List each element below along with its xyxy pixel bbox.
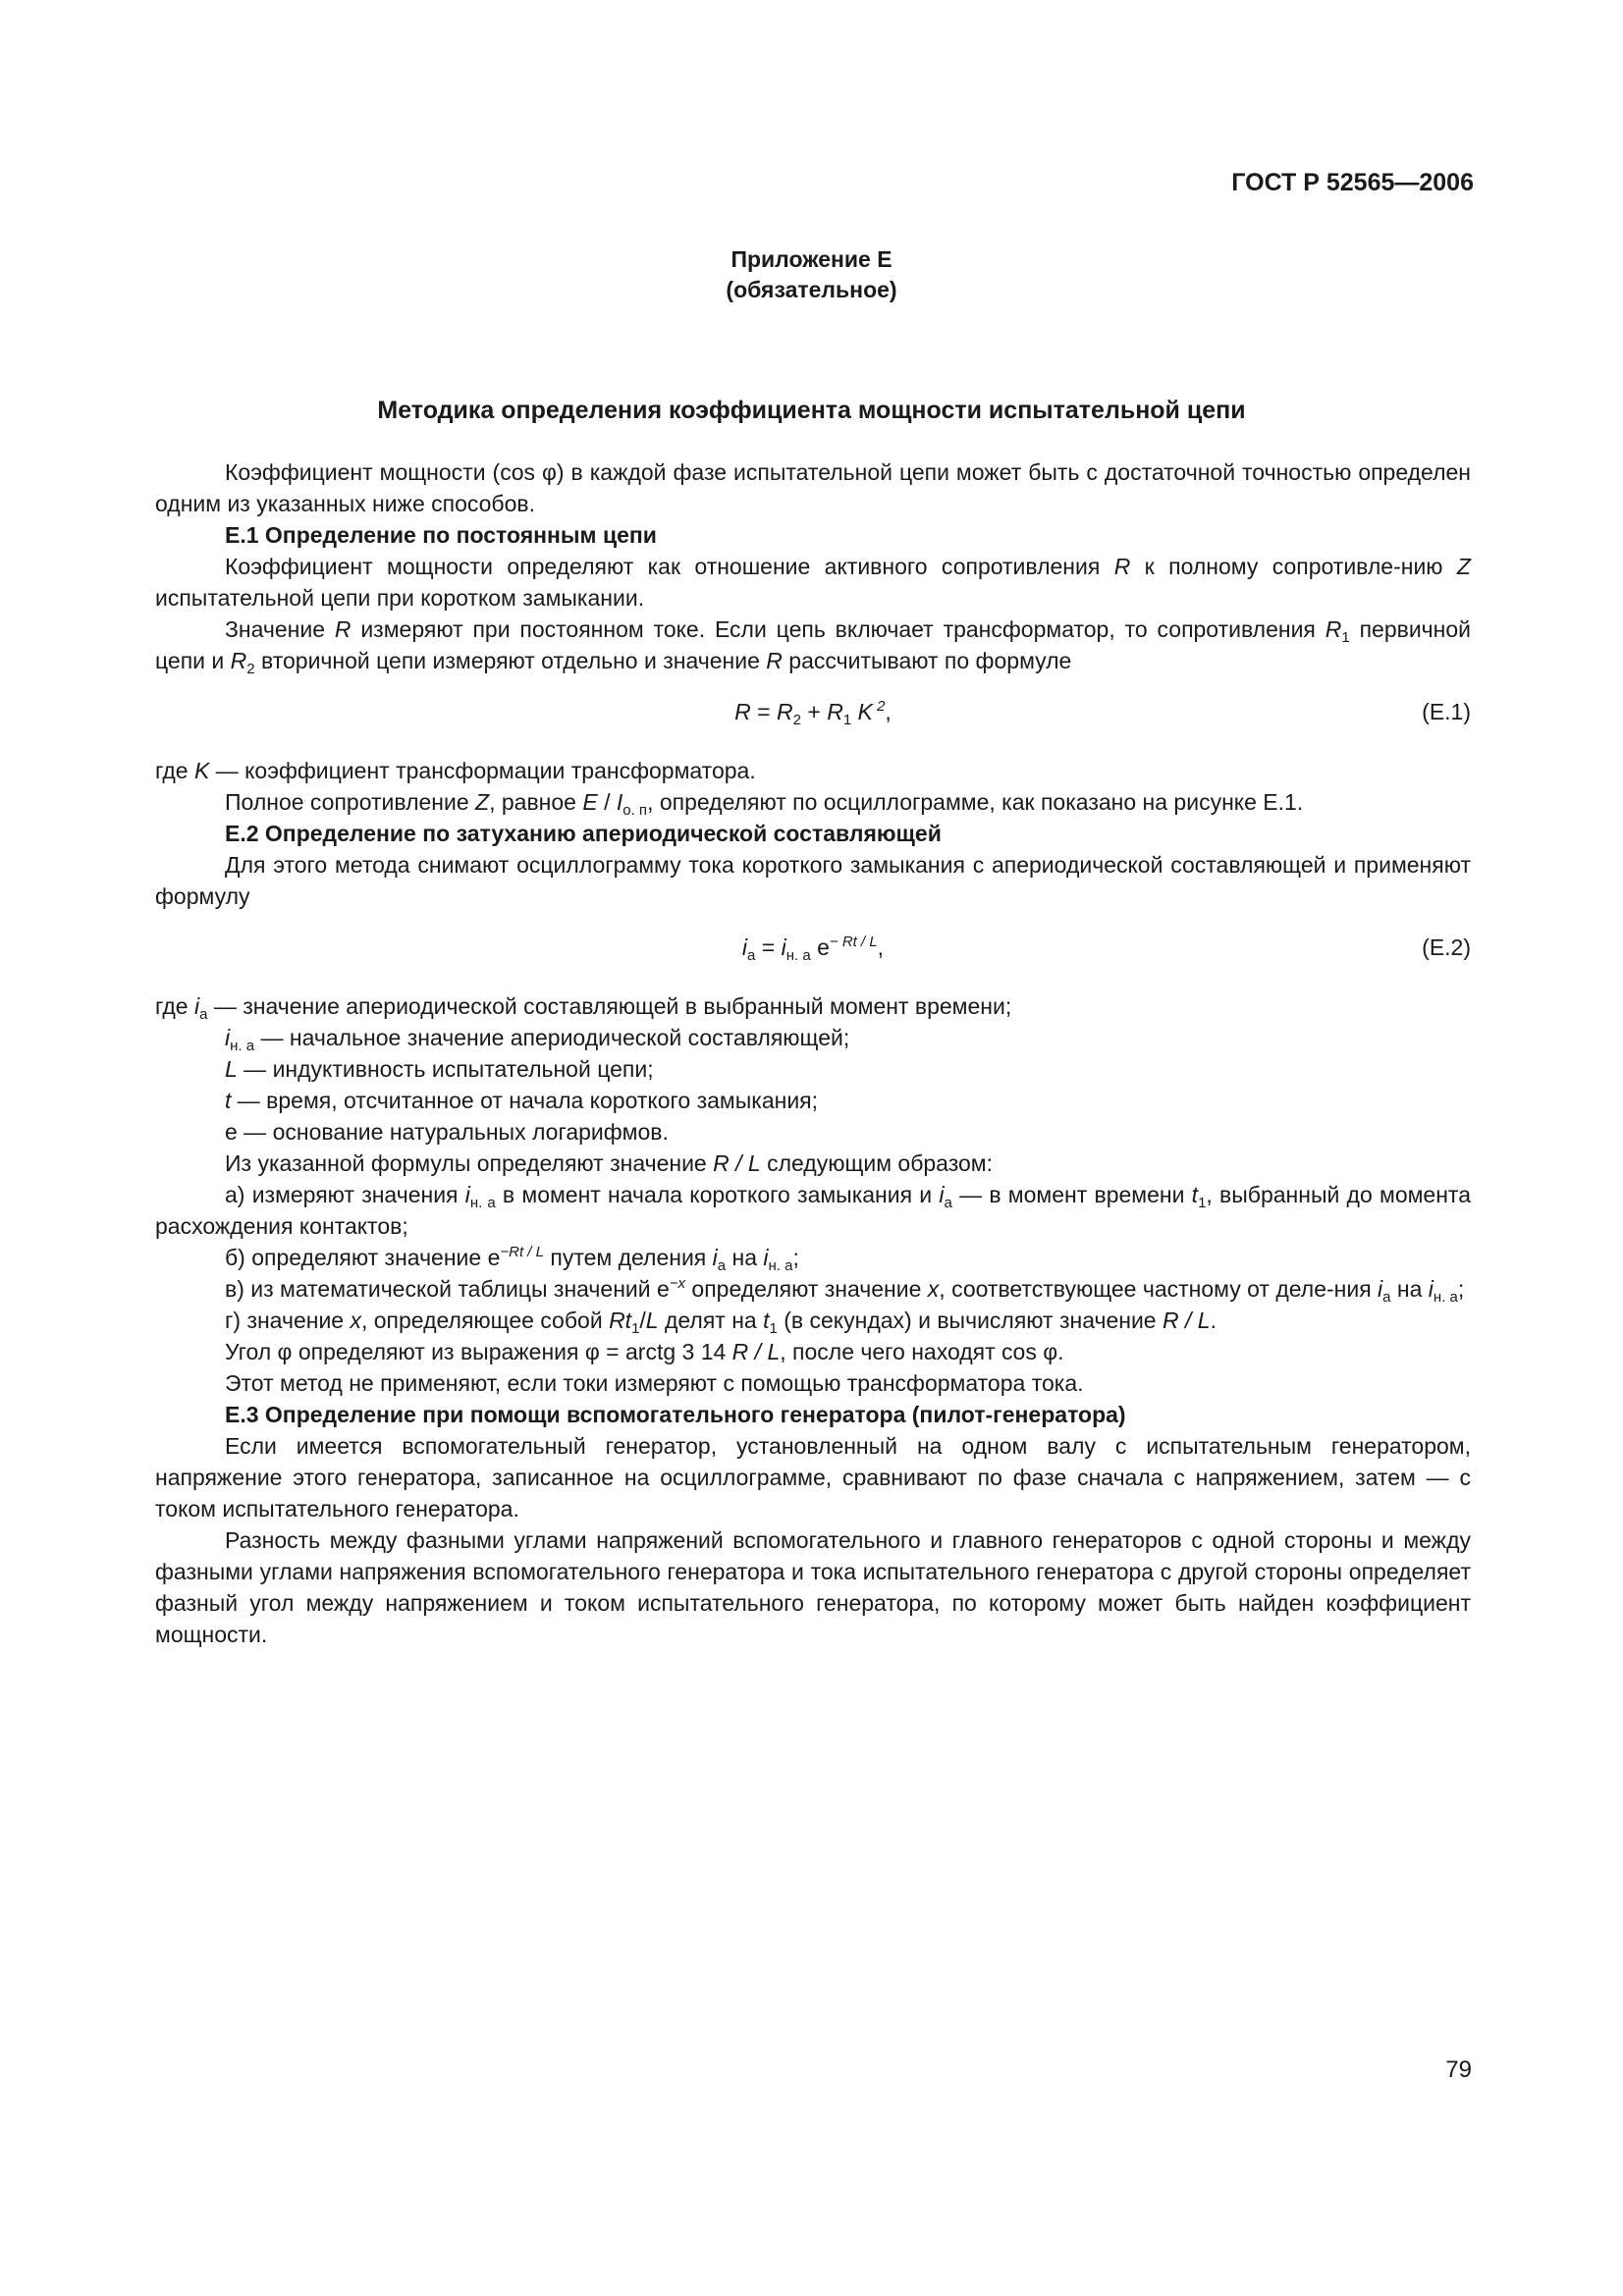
e3-paragraph-2: Разность между фазными углами напряжений вспомогательного и главного генераторов с одной стороны и между фазными углами напряжения вспомогательного генератора и тока испытательного генератора с другой стороны определяет фазный угол между напряжением и током испытательного генератора, по которому может быть найден коэффициент мощности. <box>155 1527 1471 1647</box>
formula-e2: $i_а = i_{н. а}$ $e^{- Rt / L}$, (Е.2) <box>741 934 1471 964</box>
e2-step-g: г) значение x, определяющее собой $Rt_1/L$ делят на $t_1$ (в секундах) и вычисляют значение R / L. <box>225 1308 1217 1337</box>
appendix-title: Приложение Е <box>730 246 893 272</box>
section-e2-heading: Е.2 Определение по затуханию апериодической составляющей <box>225 821 942 846</box>
e2-note: Этот метод не применяют, если токи измеряют с помощью трансформатора тока. <box>225 1370 1084 1396</box>
formula-e1: $R = R_2 + R_1$ K $^2$, (Е.1) <box>734 698 1471 728</box>
e2-def-t: t — время, отсчитанное от начала короткого замыкания; <box>225 1088 819 1113</box>
e1-paragraph-1: Коэффициент мощности определяют как отношение активного сопротивления R к полному сопротивле-нию Z испытательной цепи при коротком замыкании. <box>155 554 1471 611</box>
e2-def-l: L — индуктивность испытательной цепи; <box>225 1056 654 1082</box>
e1-paragraph-2: Значение R измеряют при постоянном токе. Если цепь включает трансформатор, то сопротивления $R_1$ первичной цепи и $R_2$ вторичной цепи измеряют отдельно и значение R рассчитывают по формуле <box>155 616 1472 677</box>
e2-step-b: б) определяют значение $e^{-Rt / L}$ путем деления $i_а$ на $i_{н. а}$; <box>225 1244 799 1274</box>
e3-paragraph-1: Если имеется вспомогательный генератор, установленный на одном валу с испытательным генератором, напряжение этого генератора, записанное на осциллограмме, сравнивают по фазе сначала с напряжением, затем — с током испытательного генератора. <box>155 1433 1471 1522</box>
e2-step-a: а) измеряют значения $i_{н. а}$ в момент начала короткого замыкания и $i_а$ — в момент времени $t_1$, выбранный до момента расхождения контактов; <box>155 1182 1471 1239</box>
formula-e2-number: (Е.2) <box>1422 934 1471 960</box>
section-e1-heading: Е.1 Определение по постоянным цепи <box>225 522 657 548</box>
e2-paragraph-2: Из указанной формулы определяют значение R / L следующим образом: <box>225 1150 993 1176</box>
e2-def-e: е — основание натуральных логарифмов. <box>225 1119 669 1145</box>
e2-step-v: в) из математической таблицы значений $e^{-x}$ определяют значение x, соответствующее частному от деле-ния $i_а$ на $i_{н. а}$; <box>225 1275 1465 1306</box>
e2-angle: Угол φ определяют из выражения φ = arctg 3 14 R / L, после чего находят cos φ. <box>225 1339 1064 1364</box>
page-number: 79 <box>1445 2056 1472 2083</box>
e2-def-ina: $i_{н. а}$ — начальное значение апериодической составляющей; <box>225 1025 850 1054</box>
formula-e1-number: (Е.1) <box>1422 699 1471 724</box>
appendix-status: (обязательное) <box>726 277 897 302</box>
e2-paragraph-1: Для этого метода снимают осциллограмму тока короткого замыкания с апериодической составляющей и применяют формулу <box>155 852 1471 909</box>
section-title: Методика определения коэффициента мощности испытательной цепи <box>377 397 1246 424</box>
intro-paragraph: Коэффициент мощности (cos φ) в каждой фазе испытательной цепи может быть с достаточной точностью определен одним из указанных ниже способов. <box>155 459 1471 516</box>
appendix-heading <box>0 244 1623 305</box>
document-code-header: ГОСТ Р 52565—2006 <box>1231 169 1474 196</box>
e2-def-ia: где $i_а$ — значение апериодической составляющей в выбранный момент времени; <box>155 993 1012 1023</box>
section-e3-heading: Е.3 Определение при помощи вспомогательного генератора (пилот-генератора) <box>225 1402 1126 1427</box>
e1-where: где K — коэффициент трансформации трансформатора. <box>155 758 756 783</box>
e1-paragraph-3: Полное сопротивление Z, равное E / $I_{о. п}$, определяют по осциллограмме, как показано на рисунке Е.1. <box>225 789 1304 819</box>
document-body <box>155 456 1471 1650</box>
